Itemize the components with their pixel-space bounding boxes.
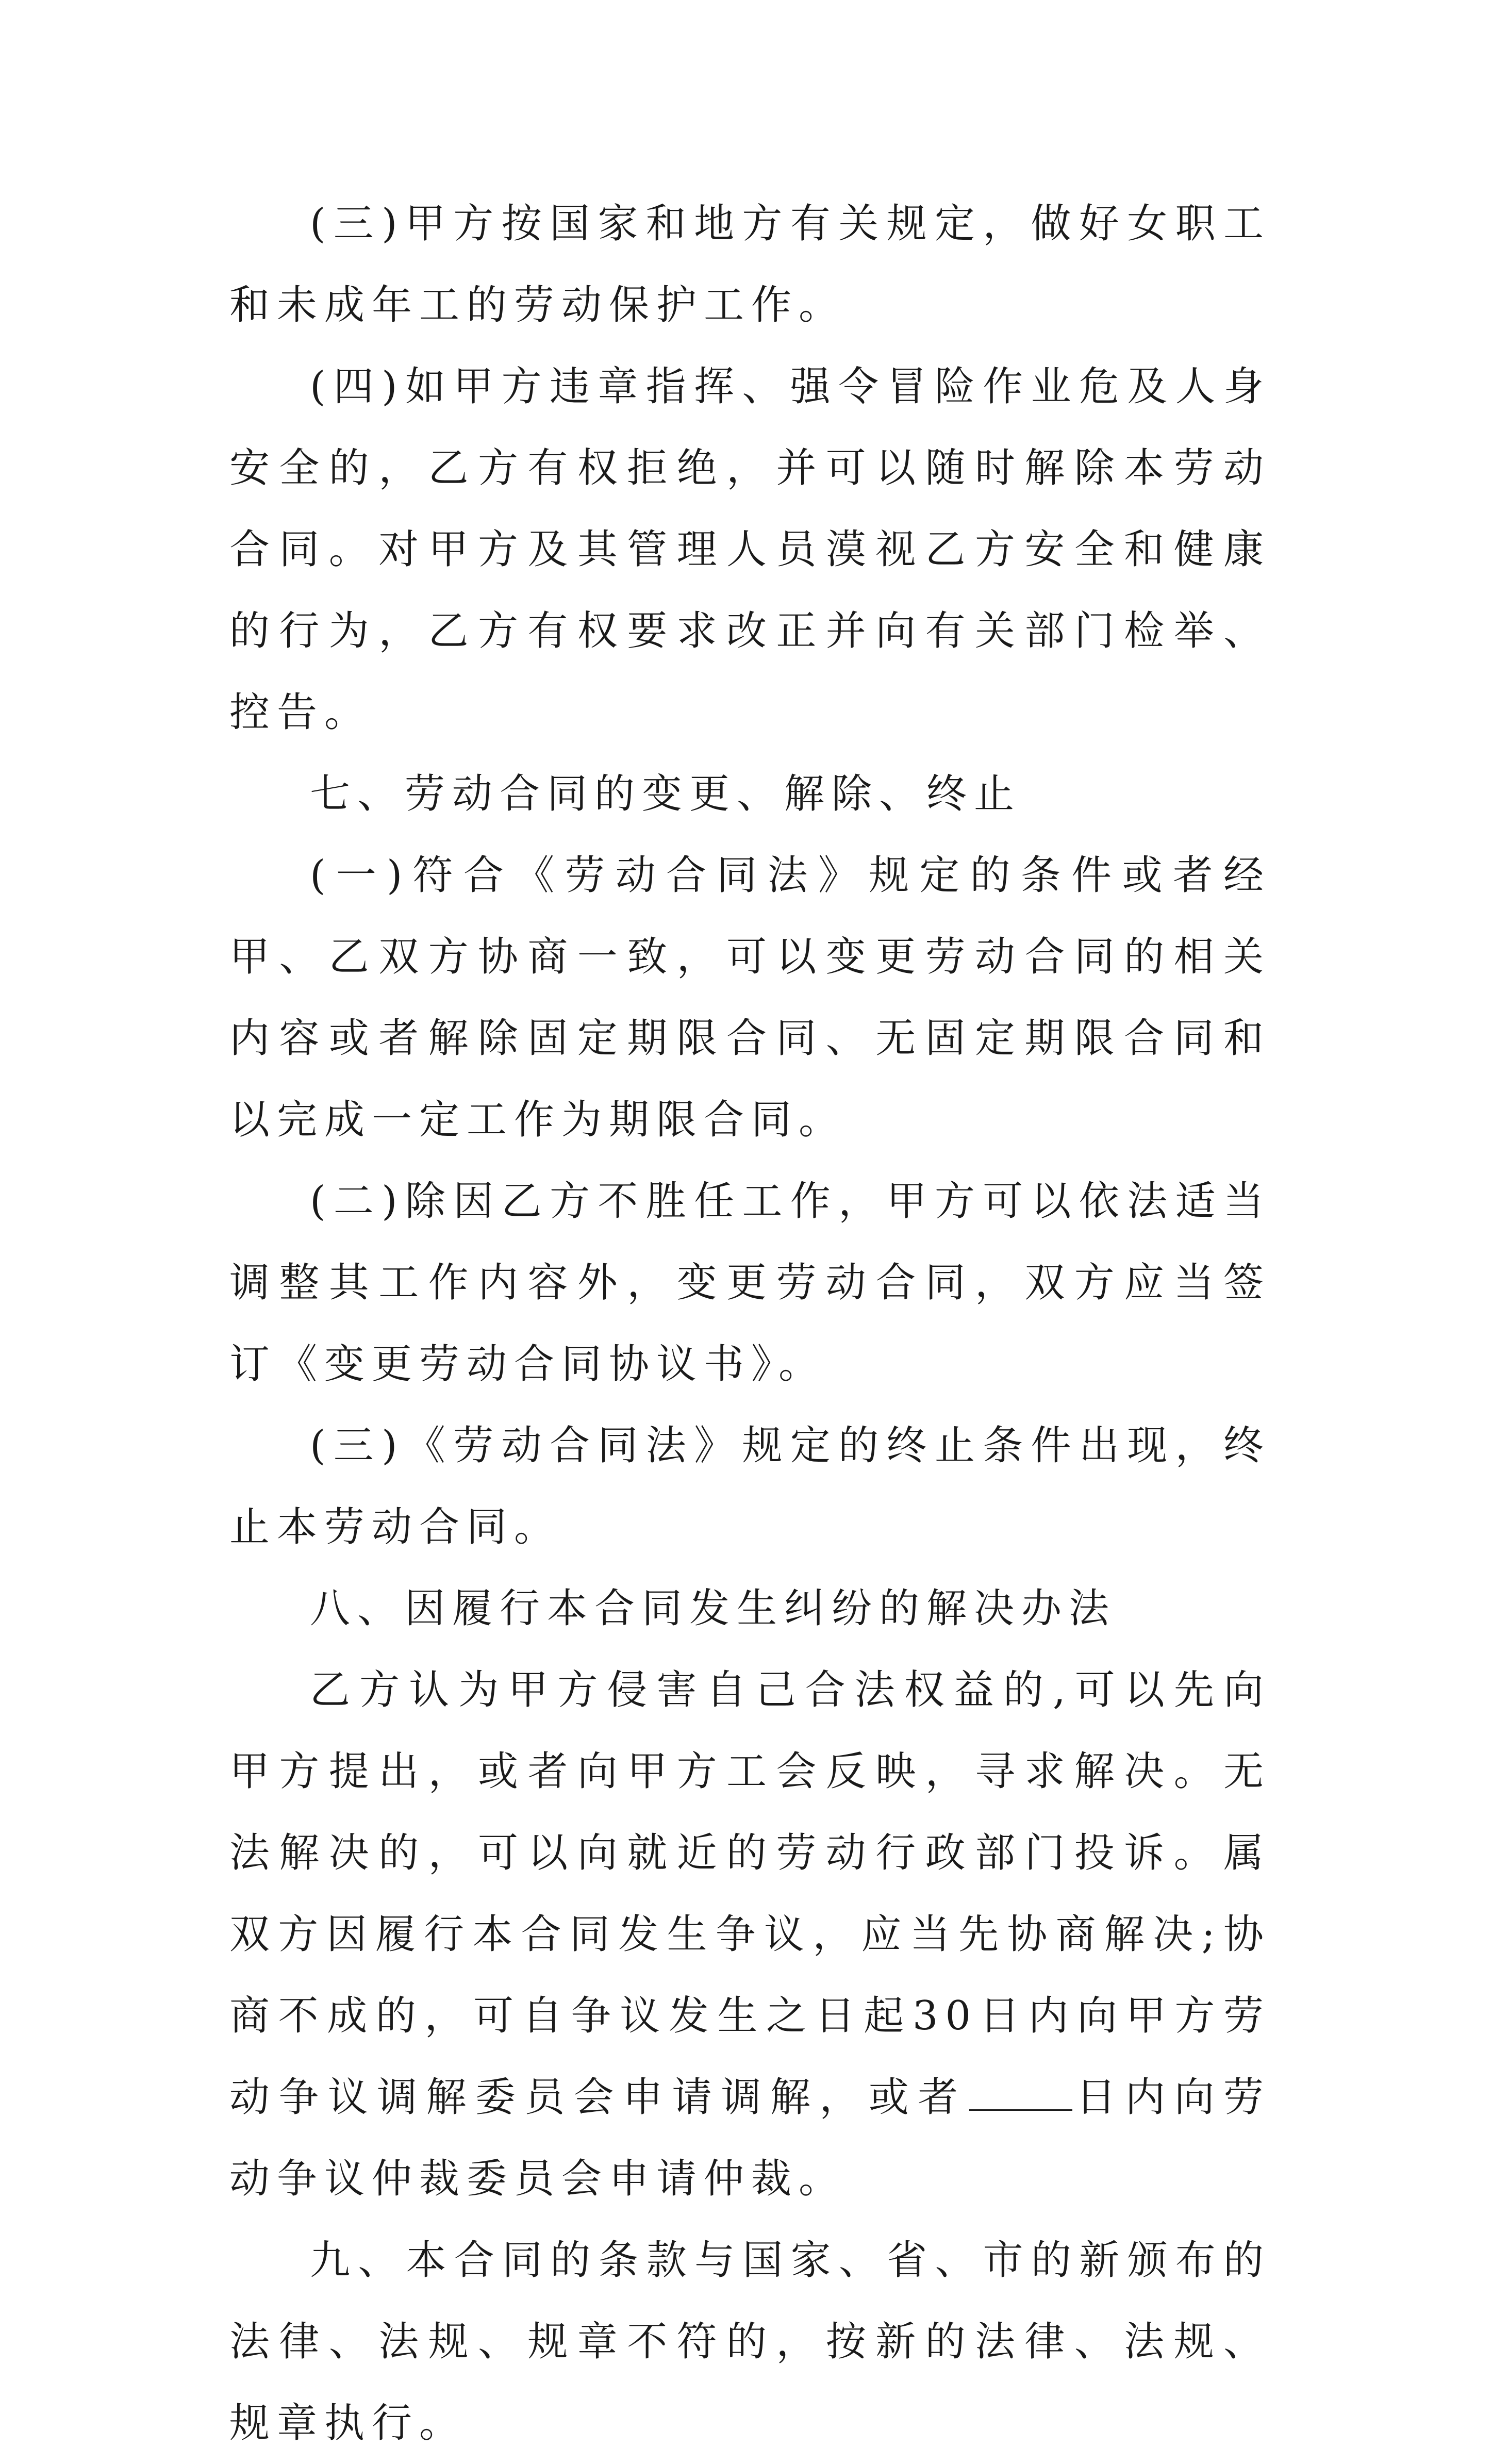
section-9-legal-precedence: 九、本合同的条款与国家、省、市的新颁布的法律、法规、规章不符的，按新的法律、法规、规章执行。 [229,2237,1271,2446]
days-fill-in-blank [969,2109,1072,2111]
clause-7-2-change-agreement: (二)除因乙方不胜任工作，甲方可以依法适当调整其工作内容外，变更劳动合同，双方应当签订《变更劳动合同协议书》。 [229,1178,1271,1387]
clause-7-1-change-by-agreement: (一)符合《劳动合同法》规定的条件或者经甲、乙双方协商一致，可以变更劳动合同的相关内容或者解除固定期限合同、无固定期限合同和以完成一定工作为期限合同。 [229,852,1271,1143]
dispute-text-after-blank: 日内向劳动争议仲裁委员会申请仲裁。 [229,2074,1271,2202]
document-body [229,183,1271,2464]
clause-4-right-to-refuse: (四)如甲方违章指挥、强令冒险作业危及人身安全的，乙方有权拒绝，并可以随时解除本劳动合同。对甲方及其管理人员漠视乙方安全和健康的行为，乙方有权要求改正并向有关部门检举、控告。 [229,363,1271,736]
section-8-heading: 八、因履行本合同发生纠纷的解决办法 [310,1585,1117,1632]
section-7-heading: 七、劳动合同的变更、解除、终止 [310,771,1022,817]
clause-7-3-termination: (三)《劳动合同法》规定的终止条件出现，终止本劳动合同。 [229,1423,1271,1550]
dispute-text-before-blank: 乙方认为甲方侵害自己合法权益的,可以先向甲方提出，或者向甲方工会反映，寻求解决。无法解决的，可以向就近的劳动行政部门投诉。属双方因履行本合同发生争议，应当先协商解决;协商不成的，可自争议发生之日起30日内向甲方劳动争议调解委员会申请调解，或者 [229,1667,1271,2121]
clause-3-female-minor-protection: (三)甲方按国家和地方有关规定，做好女职工和未成年工的劳动保护工作。 [229,201,1271,328]
clause-8-dispute-resolution [229,1649,1271,2220]
